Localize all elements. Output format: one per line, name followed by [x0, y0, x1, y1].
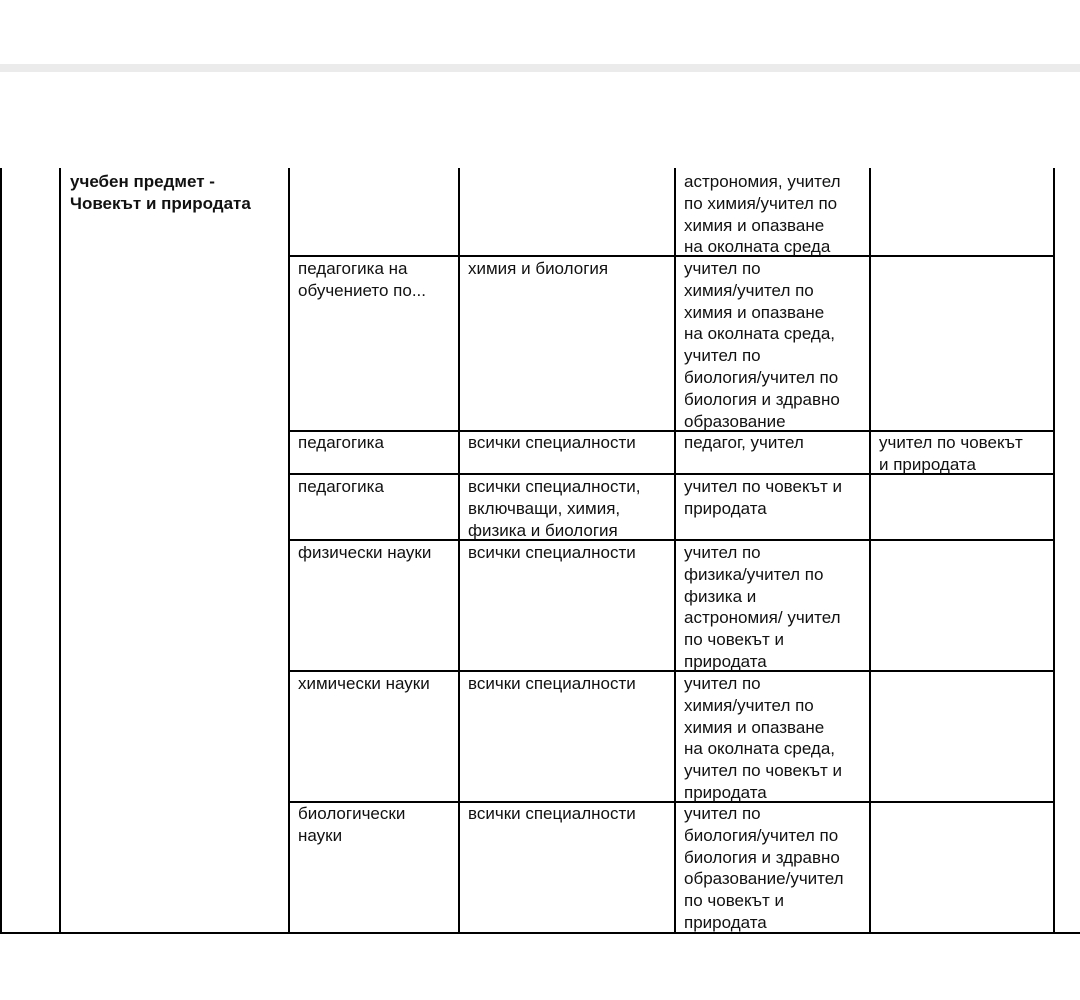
column-divider — [0, 168, 2, 934]
table-cell: всички специалности — [468, 804, 636, 823]
column-divider — [1053, 168, 1055, 934]
table-cell: педагогика — [298, 433, 384, 452]
table-cell: педагогика на обучението по... — [298, 259, 427, 300]
table-cell: всички специалности — [468, 543, 636, 562]
table-cell: учител по химия/учител по химия и опазване на околната среда, учител по биология/учител по биология и здравно образование — [684, 259, 840, 431]
subject-cell: учебен предмет - Човекът и природата — [70, 172, 251, 213]
table-bottom-border — [0, 932, 1080, 934]
table-cell: учител по човекът и природата — [684, 477, 843, 518]
table-cell: учител по физика/учител по физика и астрономия/ учител по човекът и природата — [684, 543, 841, 671]
table-cell: физически науки — [298, 543, 432, 562]
column-divider — [674, 168, 676, 934]
row-divider — [288, 539, 1055, 541]
top-toolbar-strip — [0, 64, 1080, 72]
row-divider — [288, 670, 1055, 672]
table-cell: педагог, учител — [684, 433, 804, 452]
table-cell: всички специалности, включващи, химия, физика и биология — [468, 477, 641, 540]
row-divider — [288, 255, 1055, 257]
column-divider — [59, 168, 61, 934]
column-divider — [288, 168, 290, 934]
table-cell: химия и биология — [468, 259, 609, 278]
table-cell: педагогика — [298, 477, 384, 496]
table-cell: учител по биология/учител по биология и здравно образование/учител по човекът и природата — [684, 804, 844, 932]
table-cell: биологически науки — [298, 804, 406, 845]
table-cell: химически науки — [298, 674, 430, 693]
column-divider — [869, 168, 871, 934]
table-cell: астрономия, учител по химия/учител по химия и опазване на околната среда — [684, 172, 841, 257]
table-cell: всички специалности — [468, 433, 636, 452]
table-cell: всички специалности — [468, 674, 636, 693]
table-cell: учител по химия/учител по химия и опазване на околната среда, учител по човекът и природата — [684, 674, 843, 802]
column-divider — [458, 168, 460, 934]
table-cell: учител по човекът и природата — [879, 433, 1023, 474]
